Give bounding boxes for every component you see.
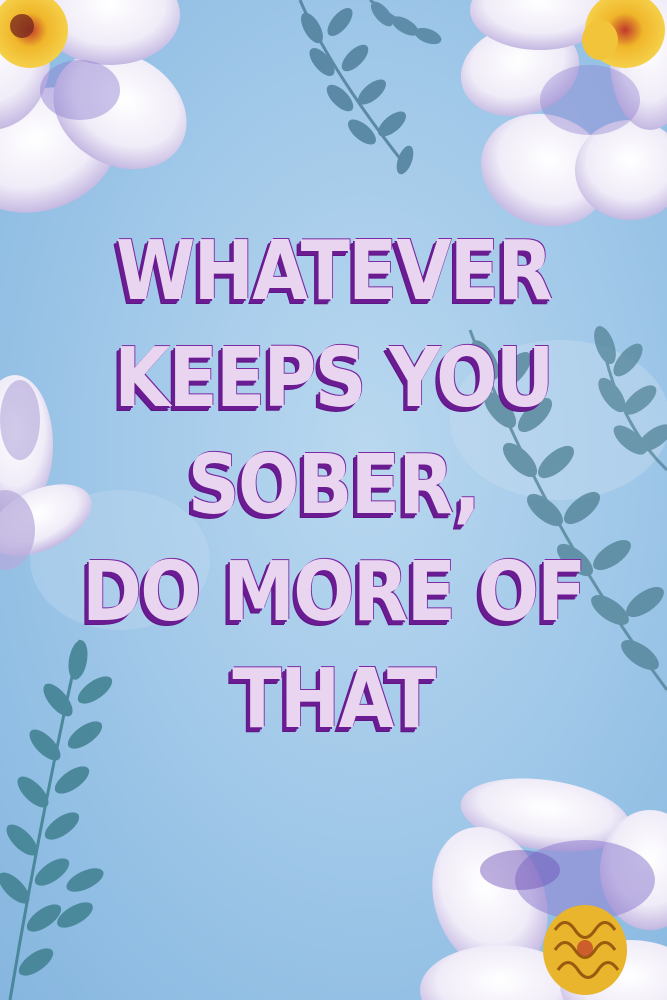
leaf-sprig-icon — [367, 0, 444, 47]
quote-line-4: DO MORE OF — [82, 545, 585, 640]
quote-line-3: SOBER, — [187, 438, 480, 533]
flower-icon — [413, 769, 667, 1000]
quote-line-1: WHATEVER — [115, 224, 552, 319]
flower-icon — [450, 0, 667, 244]
quote-text — [40, 218, 627, 753]
flower-icon — [0, 0, 208, 234]
quote-line-2: KEEPS YOU — [114, 331, 553, 426]
quote-line-5: THAT — [232, 652, 435, 747]
